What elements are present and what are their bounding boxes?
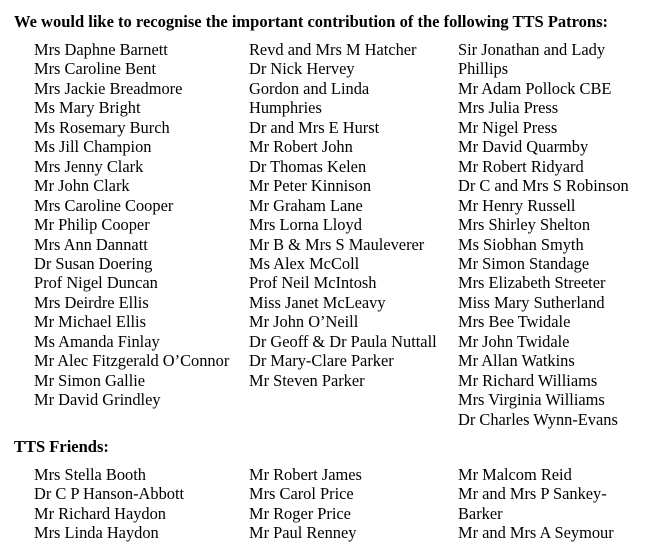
friend-name: Mr Malcom Reid: [458, 465, 572, 484]
patron-name: Mr Adam Pollock CBE: [458, 78, 612, 98]
friend-name: Barker: [458, 503, 503, 523]
patron-name: Mr Peter Kinnison: [249, 176, 372, 196]
patron-name: Mr John Clark: [34, 176, 130, 196]
friend-name: Mrs Linda Haydon: [34, 523, 159, 543]
patron-name: Mrs Ann Dannatt: [34, 234, 148, 254]
patron-name: Prof Nigel Duncan: [34, 273, 158, 293]
patron-name: Mrs Lorna Lloyd: [249, 215, 362, 235]
patron-name: Dr Thomas Kelen: [249, 156, 367, 176]
patrons-column-3: [458, 40, 629, 429]
patron-name: Dr Geoff & Dr Paula Nuttall: [249, 331, 437, 351]
friend-name: Mr Paul Renney: [249, 523, 357, 543]
patron-name: Mrs Jenny Clark: [34, 156, 144, 176]
patron-name: Ms Mary Bright: [34, 98, 141, 118]
patron-name: Mrs Virginia Williams: [458, 390, 605, 410]
patron-name: Mrs Caroline Cooper: [34, 195, 174, 215]
patron-name: Mr Richard Williams: [458, 370, 598, 390]
patron-name: Mr John O’Neill: [249, 312, 359, 332]
patron-name: Dr Mary-Clare Parker: [249, 351, 394, 371]
friends-column-3: [458, 465, 614, 543]
friends-column-1: [34, 465, 184, 543]
patron-name: Dr and Mrs E Hurst: [249, 117, 380, 137]
patron-name: Mr Allan Watkins: [458, 351, 575, 371]
patron-name: Dr C and Mrs S Robinson: [458, 176, 629, 196]
patron-name: Ms Alex McColl: [249, 253, 360, 273]
patron-name: Mr B & Mrs S Mauleverer: [249, 234, 425, 254]
patron-name: Mrs Daphne Barnett: [34, 40, 168, 59]
patrons-heading: We would like to recognise the important contribution of the following TTS Patrons:: [14, 12, 609, 31]
patron-name: Humphries: [249, 98, 322, 118]
friends-heading: TTS Friends:: [14, 437, 109, 456]
patron-name: Mr Graham Lane: [249, 195, 363, 215]
friend-name: Mrs Stella Booth: [34, 465, 147, 484]
patron-name: Mr David Quarmby: [458, 137, 589, 157]
patron-name: Dr Charles Wynn-Evans: [458, 409, 618, 429]
patron-name: Mr David Grindley: [34, 390, 161, 410]
patron-name: Dr Nick Hervey: [249, 59, 355, 79]
patron-name: Miss Janet McLeavy: [249, 292, 386, 312]
patron-name: Mr Alec Fitzgerald O’Connor: [34, 351, 230, 371]
patron-name: Mr Nigel Press: [458, 117, 558, 137]
friend-name: Mr Robert James: [249, 465, 362, 484]
friend-name: Mrs Carol Price: [249, 484, 354, 504]
patron-name: Prof Neil McIntosh: [249, 273, 377, 293]
patron-name: Mr Michael Ellis: [34, 312, 146, 332]
patron-name: Miss Mary Sutherland: [458, 292, 605, 312]
patron-name: Mr Philip Cooper: [34, 215, 150, 235]
patrons-column-2: [249, 40, 437, 390]
patron-name: Ms Amanda Finlay: [34, 331, 160, 351]
patron-name: Mrs Jackie Breadmore: [34, 78, 183, 98]
patron-name: Mr John Twidale: [458, 331, 570, 351]
patron-name: Ms Siobhan Smyth: [458, 234, 584, 254]
patron-name: Mr Simon Gallie: [34, 370, 146, 390]
patron-name: Ms Rosemary Burch: [34, 117, 170, 137]
friend-name: Mr and Mrs P Sankey-: [458, 484, 607, 504]
patrons-column-1: [34, 40, 229, 410]
patron-name: Mr Robert John: [249, 137, 353, 157]
patron-name: Mrs Caroline Bent: [34, 59, 157, 79]
patron-name: Gordon and Linda: [249, 78, 370, 98]
friend-name: Mr Roger Price: [249, 503, 351, 523]
patron-name: Mrs Bee Twidale: [458, 312, 571, 332]
patron-name: Sir Jonathan and Lady: [458, 40, 606, 59]
friends-column-2: [249, 465, 362, 543]
patron-name: Mrs Shirley Shelton: [458, 215, 591, 235]
patron-name: Mrs Julia Press: [458, 98, 559, 118]
patron-name: Mr Henry Russell: [458, 195, 576, 215]
friend-name: Mr Richard Haydon: [34, 503, 167, 523]
patron-name: Mr Steven Parker: [249, 370, 365, 390]
patron-name: Ms Jill Champion: [34, 137, 152, 157]
friend-name: Dr C P Hanson-Abbott: [34, 484, 185, 504]
patron-name: Dr Susan Doering: [34, 253, 153, 273]
friend-name: Mr and Mrs A Seymour: [458, 523, 614, 543]
patron-name: Mrs Deirdre Ellis: [34, 292, 149, 312]
patron-name: Phillips: [458, 59, 509, 79]
patron-name: Revd and Mrs M Hatcher: [249, 40, 417, 59]
patron-name: Mr Robert Ridyard: [458, 156, 584, 176]
patron-name: Mr Simon Standage: [458, 253, 590, 273]
patron-name: Mrs Elizabeth Streeter: [458, 273, 606, 293]
